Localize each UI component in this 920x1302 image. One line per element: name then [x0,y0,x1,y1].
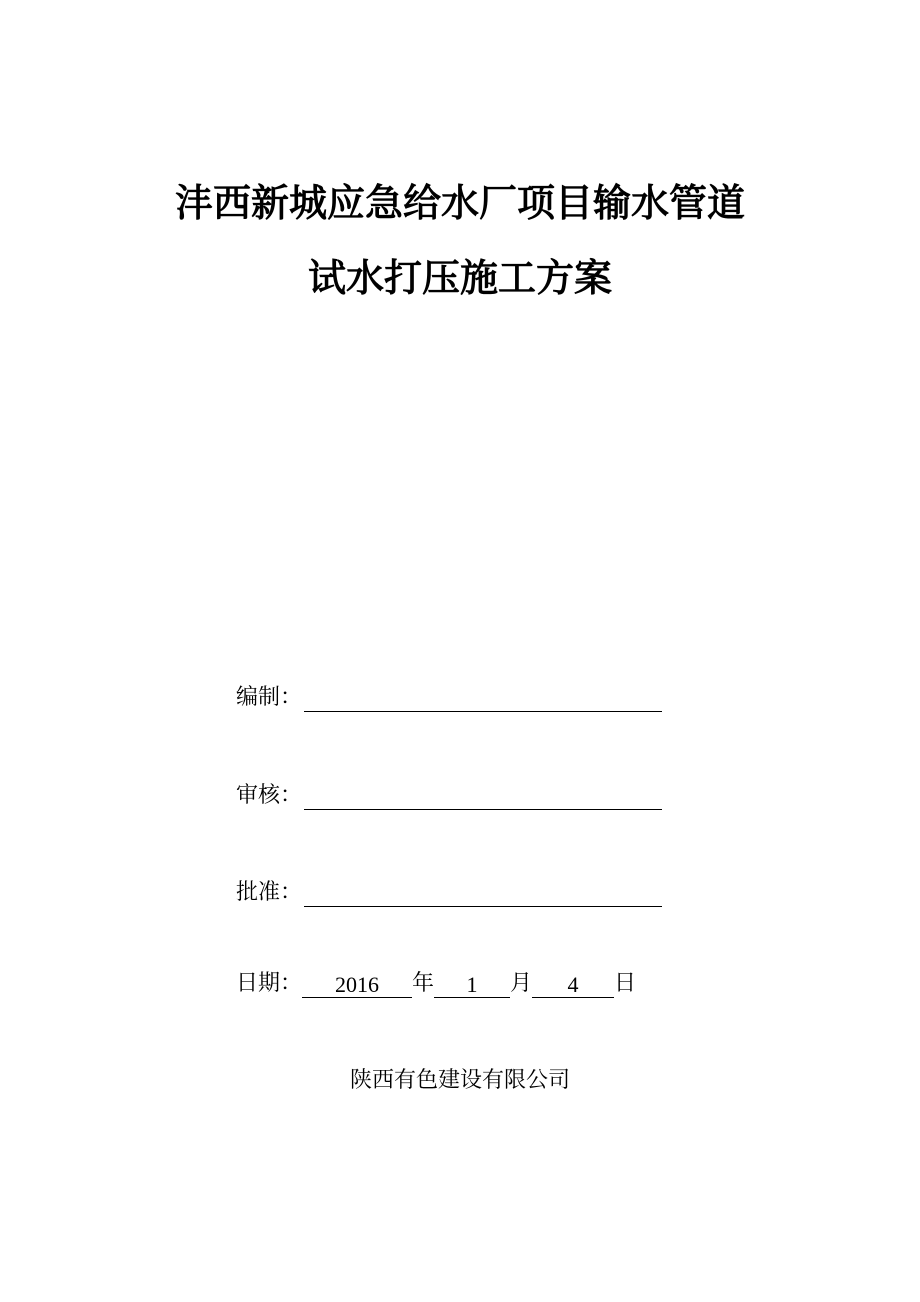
compiled-by-row [236,680,662,712]
date-year-unit: 年 [412,971,435,996]
approved-by-label: 批准： [236,880,303,905]
document-title-line-2: 试水打压施工方案 [307,256,612,300]
date-year: 2016 [302,971,412,998]
document-title-line-1: 沣西新城应急给水厂项目输水管道 [174,181,745,225]
date-month-unit: 月 [510,971,533,996]
date-day: 4 [532,971,614,998]
reviewed-by-blank [304,785,662,810]
reviewed-by-row [236,778,662,810]
compiled-by-blank [304,687,662,712]
company-name: 陕西有色建设有限公司 [349,1068,570,1093]
approved-by-blank [304,882,662,907]
compiled-by-label: 编制： [236,685,303,710]
date-day-unit: 日 [614,971,637,996]
date-row [236,970,636,998]
reviewed-by-label: 审核： [236,783,303,808]
approved-by-row [236,875,662,907]
date-label: 日期： [236,971,303,996]
date-month: 1 [434,971,510,998]
